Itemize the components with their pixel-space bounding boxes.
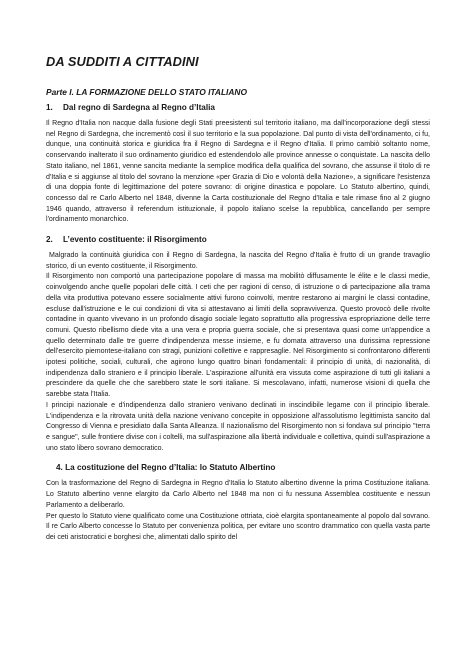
paragraph: Il Regno d'Italia non nacque dalla fusione degli Stati preesistenti sul territorio italiano, ma dall'incorporazione degli stessi nel Regno di Sardegna, che incrementò così il suo territorio e la sua popolazione. Dal punto di vista dell'ordinamento, ci fu, dunque, una continuità storica e giuridica fra il Regno di Sardegna e il Regno d'Italia. Il primo cambiò soltanto nome, conservando inalterato il suo ordinamento giuridico ed estendendolo alle province annesse o conquistate. La nascita dello Stato italiano, nel 1861, venne sancita mediante la semplice modifica della qualifica del sovrano, che assunse il titolo di re d'Italia e si aggiunse al titolo del sovrano la menzione «per Grazia di Dio e volontà della Nazione», a significare l'esistenza di una doppia fonte di legittimazione del potere sovrano: di origine dinastica e popolare. Lo Statuto albertino, quindi, concesso dal re Carlo Alberto nel 1848, divenne la Carta costituzionale del Regno d'Italia e tale rimase fino al 2 giugno 1946 quando, attraverso il referendum istituzionale, il popolo italiano scelse la repubblica, cancellando per sempre l'ordinamento monarchico. (46, 120, 430, 224)
section-number: 2. (46, 235, 53, 245)
section-heading-2 (46, 235, 430, 244)
section-title: L’evento costituente: il Risorgimento (63, 235, 207, 245)
paragraph: Malgrado la continuità giuridica con il Regno di Sardegna, la nascita del Regno d'Italia è frutto di un grande travaglio storico, di un evento costituente, il Risorgimento. (46, 252, 430, 270)
section-heading-4 (56, 463, 430, 472)
section-number: 4. (56, 463, 63, 473)
part-heading: Parte I. LA FORMAZIONE DELLO STATO ITALIANO (46, 87, 247, 97)
paragraph: I principi nazionale e d'indipendenza dallo straniero venivano declinati in inscindibile legame con il principio liberale. L'indipendenza e la ritrovata unità della nazione venivano concepite in opposizione all'assolutismo legittimista sancito dal Congresso di Vienna e presidiato dalla Santa Alleanza. Il nazionalismo del Risorgimento non si fondava sul principio "terra e sangue", sulle frontiere divise con i coltelli, ma sull'aspirazione alla libertà individuale e collettiva, quindi sull'aspirazione a uno stato libero sovrano democratico. (46, 401, 430, 452)
section-title: La costituzione del Regno d’Italia: lo Statuto Albertino (65, 463, 276, 473)
paragraph: Con la trasformazione del Regno di Sardegna in Regno d'Italia lo Statuto albertino divenne la prima Costituzione italiana. Lo Statuto albertino venne elargito da Carlo Alberto nel 1848 ma non ci fu nessuna Assemblea costituente e nessun Parlamento a deliberarlo. (46, 480, 430, 509)
document-title: DA SUDDITI A CITTADINI (46, 54, 199, 69)
section-number: 1. (46, 103, 53, 112)
section-title: Dal regno di Sardegna al Regno d’Italia (63, 103, 215, 112)
paragraph: Per questo lo Statuto viene qualificato come una Costituzione ottriata, cioè elargita spontaneamente al popolo dal sovrano. Il re Carlo Alberto concesse lo Statuto per convenienza politica, per evitare uno scontro drammatico con quella vasta parte dei ceti aristocratici e borghesi che, alimentati dallo spirito del (46, 512, 430, 541)
section-heading-1 (46, 103, 430, 112)
paragraph: Il Risorgimento non comportò una partecipazione popolare di massa ma mobilitò diffusamente le élite e le classi medie, coinvolgendo anche quelle popolari delle città. I ceti che per ragioni di censo, di istruzione o di partecipazione alla trama della vita produttiva potevano essere socialmente attivi furono coinvolti, mentre restarono ai margini le classi contadine, escluse dall'istruzione e le cui condizioni di vita si attestavano ai limiti della sopravvivenza. Questo provocò delle rivolte contadine in quanto vivevano in un profondo disagio sociale legato soprattutto alla progressiva espropriazione delle terre comuni. Questo ribellismo diede vita a una vera e propria guerra sociale, che si presentava quasi come un'appendice a quello determinato dalle tre guerre d'indipendenza messe insieme, e fu domata attraverso una durissima repressione dell'esercito piemontese-italiano con stragi, punizioni collettive e rappresaglie. Nel Risorgimento si confrontarono differenti ipotesi politiche, sociali, culturali, che agirono lungo quattro binari fondamentali: il principio di unità, di nazionalità, di indipendenza dallo straniero e il principio liberale. L'aspirazione all'unità era vissuta come aspirazione di tutti gli italiani a prescindere da quelle che che sarebbero state le sorti italiane. Si mescolavano, infatti, numerose visioni di quella che sarebbe stata l'Italia. (46, 273, 430, 399)
